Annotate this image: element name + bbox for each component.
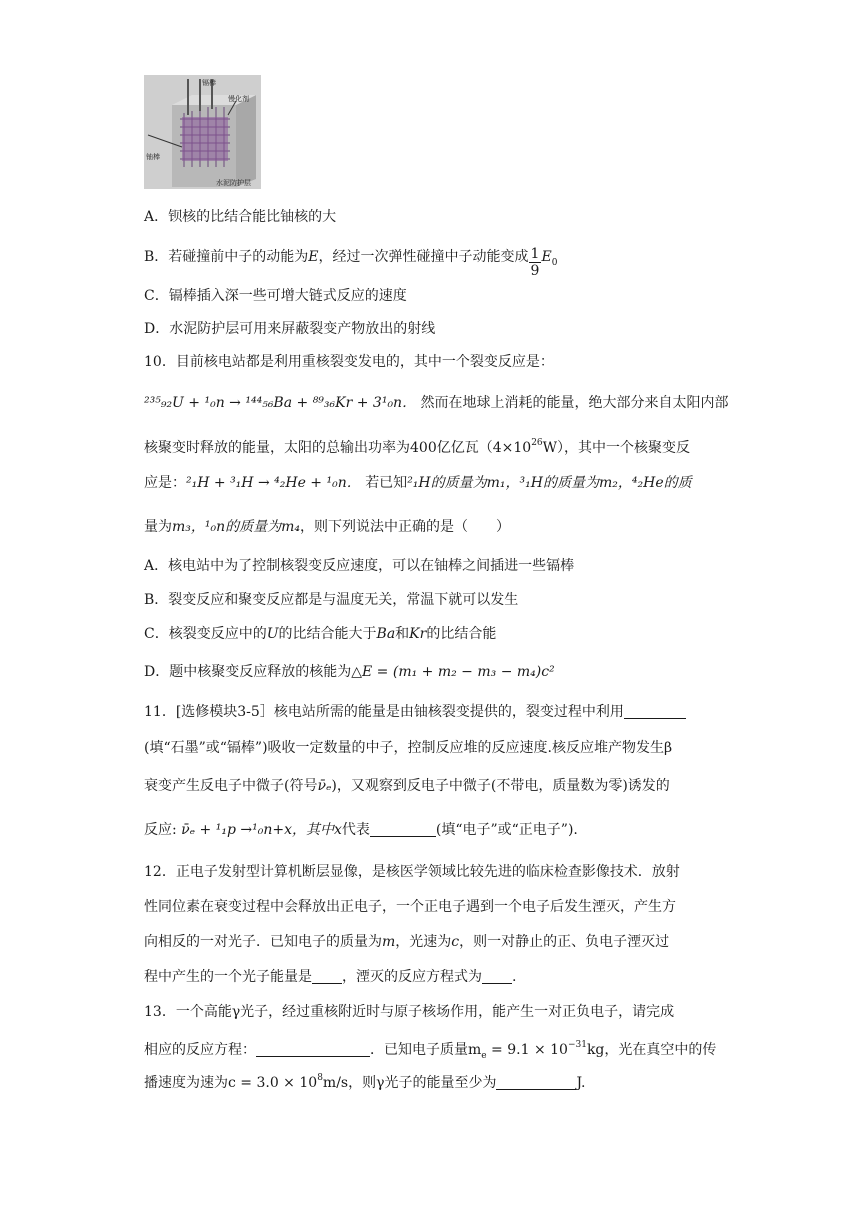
q9-option-a: A．钡核的比结合能比铀核的大	[144, 209, 337, 225]
fusion-equation: ²₁H + ³₁H → ⁴₂He + ¹₀n．	[186, 475, 361, 491]
q9-b-text: B．若碰撞前中子的动能为	[144, 249, 309, 265]
answer-blank[interactable]	[312, 969, 342, 984]
fraction-one-ninth: $\frac{1}{9}$	[530, 246, 540, 279]
reactor-figure	[144, 75, 261, 189]
q11-line-3: 衰变产生反电子中微子(符号ν̄ₑ)，又观察到反电子中微子(不带电，质量数为零)诱发的	[144, 778, 670, 794]
q10-option-c: C．核裂变反应中的U的比结合能大于Ba和Kr的比结合能	[144, 626, 497, 642]
q12-line-4: 程中产生的一个光子能量是 ，湮灭的反应方程式为 .	[144, 969, 517, 985]
answer-blank[interactable]	[256, 1042, 370, 1057]
q9-b-energy: E	[308, 249, 319, 265]
q9-b-e0: E	[541, 249, 552, 265]
q13-line-2: 相应的反应方程： ．已知电子质量$m_e = 9.1 \times 10^{-31}kg$，光在真空中的传	[144, 1040, 717, 1061]
q10-line-2-text: 然而在地球上消耗的能量，绝大部分来自太阳内部	[420, 395, 729, 411]
q11-line-4: 反应: ν̄ₑ + ¹₁p →¹₀n+x，其中x代表 (填“电子”或“正电子”).	[144, 822, 578, 838]
q9-b-text-mid: ，经过一次弹性碰撞中子动能变成	[318, 249, 529, 265]
fission-equation: ²³⁵₉₂U + ¹₀n → ¹⁴⁴₅₆Ba + ⁸⁹₃₆Kr + 3¹₀n．	[144, 395, 417, 411]
q9-option-c: C．镉棒插入深一些可增大链式反应的速度	[144, 288, 407, 304]
q10-option-d: D．题中核聚变反应释放的核能为△E = (m₁ + m₂ − m₃ − m₄)c²	[144, 664, 555, 680]
q10-line-4: 应是：²₁H + ³₁H → ⁴₂He + ¹₀n． 若已知²₁H的质量为m₁，³₁H的质量为m₂，⁴₂He的质	[144, 475, 692, 491]
q10-option-a: A．核电站中为了控制核裂变反应速度，可以在铀棒之间插进一些镉棒	[144, 558, 575, 574]
answer-blank[interactable]	[370, 822, 436, 837]
q10-line-2	[144, 393, 729, 413]
answer-blank[interactable]	[624, 704, 686, 719]
q10-option-b: B．裂变反应和聚变反应都是与温度无关，常温下就可以发生	[144, 592, 519, 608]
q11-line-1: 11．[选修模块3-5］核电站所需的能量是由铀核裂变提供的，裂变过程中利用	[144, 702, 686, 722]
q9-option-b: B．若碰撞前中子的动能为E，经过一次弹性碰撞中子动能变成 $\frac{1}{9}$ $E_0$	[144, 246, 558, 279]
q13-line-1: 13．一个高能γ光子，经过重核附近时与原子核场作用，能产生一对正负电子，请完成	[144, 1004, 675, 1020]
q12-line-2: 性同位素在衰变过程中会释放出正电子，一个正电子遇到一个电子后发生湮灭，产生方	[144, 899, 676, 915]
q10-line-5: 量为m₃，¹₀n的质量为m₄，则下列说法中正确的是（ ）	[144, 519, 511, 535]
figure-label-concrete-shield: 水泥防护层	[216, 179, 251, 187]
figure-label-moderator: 慢化剂	[228, 95, 249, 103]
q10-stem: 10．目前核电站都是利用重核裂变发电的，其中一个裂变反应是：	[144, 354, 554, 370]
figure-label-uranium-rod: 铀棒	[146, 153, 160, 161]
q10-line-3: 核聚变时释放的能量，太阳的总输出功率为400亿亿瓦$(4\times 10^{26}W)$，其中一个核聚变反	[144, 438, 691, 456]
q9-option-d: D．水泥防护层可用来屏蔽裂变产物放出的射线	[144, 321, 436, 337]
q11-line-2: (填“石墨”或“镉棒”)吸收一定数量的中子，控制反应堆的反应速度.核反应堆产物发生β	[144, 740, 673, 756]
answer-blank[interactable]	[496, 1075, 576, 1090]
figure-label-control-rod: 镉棒	[202, 79, 216, 87]
energy-equation: △E = (m₁ + m₂ − m₃ − m₄)c²	[351, 664, 555, 680]
answer-blank[interactable]	[482, 969, 512, 984]
q12-line-1: 12．正电子发射型计算机断层显像，是核医学领域比较先进的临床检查影像技术．放射	[144, 864, 680, 880]
q13-line-3: 播速度为速为$c = 3.0 \times 10^8m/s$，则γ光子的能量至少为 J.	[144, 1073, 586, 1091]
q12-line-3: 向相反的一对光子．已知电子的质量为m，光速为c，则一对静止的正、负电子湮灭过	[144, 934, 670, 950]
